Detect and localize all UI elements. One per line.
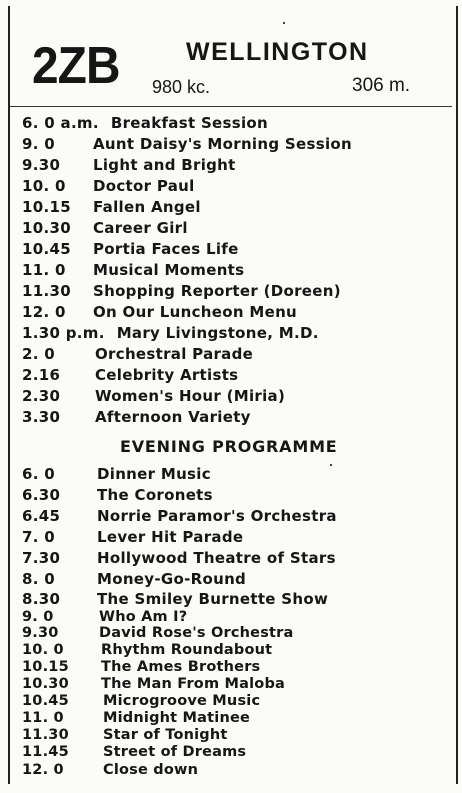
schedule-row (22, 465, 211, 483)
schedule-program: Women's Hour (Miria) (95, 387, 286, 405)
schedule-time: 8. 0 (22, 570, 55, 588)
header-divider (10, 106, 452, 107)
station-city: WELLINGTON (186, 38, 369, 66)
schedule-row (22, 676, 286, 692)
schedule-row (22, 609, 188, 625)
schedule-row (22, 642, 273, 658)
schedule-time: 10. 0 (22, 177, 66, 195)
schedule-program: Norrie Paramor's Orchestra (97, 507, 337, 525)
schedule-time: 9. 0 (22, 609, 54, 625)
schedule-program: Musical Moments (93, 261, 245, 279)
schedule-program: Breakfast Session (110, 114, 269, 132)
schedule-time: 10.30 (22, 676, 69, 692)
schedule-program: Dinner Music (97, 465, 211, 483)
schedule-time: 2. 0 (22, 345, 55, 363)
schedule-program: Mary Livingstone, M.D. (116, 324, 319, 342)
station-wavelength: 306 m. (352, 75, 411, 96)
schedule-time: 10. 0 (22, 642, 64, 658)
schedule-time: 7. 0 (22, 528, 55, 546)
schedule-time: 6.30 (22, 486, 61, 504)
schedule-program: Orchestral Parade (95, 345, 254, 363)
schedule-row (22, 261, 245, 279)
schedule-program: The Smiley Burnette Show (97, 590, 329, 608)
schedule-time: 10.30 (22, 219, 71, 237)
schedule-time: 8.30 (22, 590, 61, 608)
schedule-program: David Rose's Orchestra (99, 625, 294, 641)
schedule-program: The Man From Maloba (101, 676, 286, 692)
schedule-row (22, 177, 195, 195)
schedule-row (22, 590, 329, 608)
schedule-row (22, 282, 341, 300)
schedule-time: 11.30 (22, 727, 69, 743)
schedule-program: The Ames Brothers (101, 659, 261, 675)
schedule-row (22, 116, 268, 131)
schedule-row (22, 387, 286, 405)
schedule-program: Close down (103, 762, 199, 778)
schedule-time: 6. 0 (22, 465, 55, 483)
schedule-program: Rhythm Roundabout (101, 642, 273, 658)
schedule-time: 9.30 (22, 156, 61, 174)
schedule-program: Midnight Matinee (103, 710, 251, 726)
schedule-row (22, 326, 319, 341)
schedule-program: Career Girl (93, 219, 188, 237)
schedule-time: 3.30 (22, 408, 61, 426)
schedule-time: 12. 0 (22, 303, 66, 321)
schedule-time: 9.30 (22, 625, 59, 641)
schedule-time: 11.45 (22, 744, 69, 760)
schedule-program: Shopping Reporter (Doreen) (93, 282, 341, 300)
schedule-row (22, 345, 254, 363)
schedule-program: Money-Go-Round (97, 570, 247, 588)
schedule-program: Doctor Paul (93, 177, 195, 195)
schedule-row (22, 727, 228, 743)
schedule-row (22, 486, 213, 504)
schedule-row (22, 570, 247, 588)
schedule-time: 11. 0 (22, 710, 64, 726)
schedule-row (22, 303, 298, 321)
schedule-time: 10.45 (22, 693, 69, 709)
schedule-program: Lever Hit Parade (97, 528, 244, 546)
schedule-time: 10.45 (22, 240, 71, 258)
schedule-row (22, 762, 199, 778)
schedule-row (22, 198, 201, 216)
schedule-program: Fallen Angel (93, 198, 201, 216)
schedule-row (22, 366, 239, 384)
schedule-time: 11.30 (22, 282, 71, 300)
evening-heading: EVENING PROGRAMME (120, 437, 338, 456)
schedule-row (22, 240, 239, 258)
schedule-program: Portia Faces Life (93, 240, 239, 258)
schedule-row (22, 744, 247, 760)
schedule-time: 10.15 (22, 198, 71, 216)
schedule-time: 12. 0 (22, 762, 64, 778)
schedule-row (22, 710, 251, 726)
schedule-time: 1.30 p.m. (22, 324, 105, 342)
schedule-time: 2.30 (22, 387, 61, 405)
schedule-time: 6. 0 a.m. (22, 114, 99, 132)
schedule-row (22, 219, 188, 237)
schedule-program: The Coronets (97, 486, 213, 504)
schedule-time: 2.16 (22, 366, 61, 384)
schedule-program: On Our Luncheon Menu (93, 303, 298, 321)
schedule-program: Star of Tonight (103, 727, 228, 743)
schedule-row (22, 507, 337, 525)
schedule-program: Afternoon Variety (95, 408, 251, 426)
schedule-program: Hollywood Theatre of Stars (97, 549, 336, 567)
schedule-row (22, 549, 336, 567)
schedule-row (22, 693, 261, 709)
schedule-time: 9. 0 (22, 135, 55, 153)
schedule-time: 6.45 (22, 507, 61, 525)
schedule-program: Celebrity Artists (95, 366, 239, 384)
schedule-program: Microgroove Music (103, 693, 261, 709)
station-frequency: 980 kc. (152, 77, 211, 97)
schedule-row (22, 625, 294, 641)
station-callsign: 2ZB (32, 37, 120, 95)
schedule-time: 7.30 (22, 549, 61, 567)
schedule-time: 10.15 (22, 659, 69, 675)
schedule-time: 11. 0 (22, 261, 66, 279)
schedule-program: Street of Dreams (103, 744, 247, 760)
schedule-row (22, 659, 261, 675)
schedule-row (22, 408, 251, 426)
schedule-row (22, 528, 244, 546)
schedule-program: Who Am I? (99, 609, 188, 625)
schedule-row (22, 156, 236, 174)
print-speck (283, 22, 285, 24)
schedule-program: Aunt Daisy's Morning Session (93, 135, 352, 153)
schedule-program: Light and Bright (93, 156, 236, 174)
print-speck (330, 464, 332, 466)
schedule-row (22, 135, 352, 153)
